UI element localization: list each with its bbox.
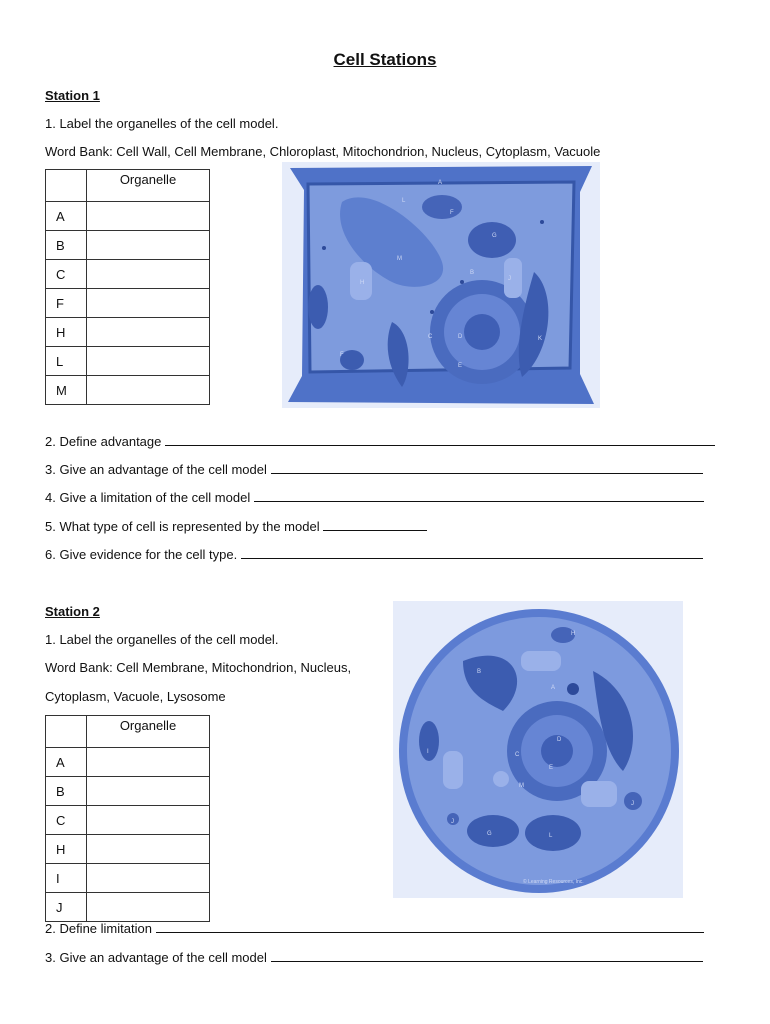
table-row-label: M — [46, 376, 87, 405]
table-row-label: I — [46, 864, 87, 893]
image-label: F — [450, 210, 454, 216]
question-text: 6. Give evidence for the cell type. — [45, 547, 238, 562]
table-row-label: F — [46, 289, 87, 318]
image-label: G — [487, 831, 492, 837]
organelle-answer-cell[interactable] — [87, 806, 210, 835]
station-1-question-2 — [45, 434, 715, 449]
answer-line[interactable] — [271, 462, 703, 474]
station-2-word-bank-line-2: Cytoplasm, Vacuole, Lysosome — [45, 689, 226, 704]
organelle-answer-cell[interactable] — [87, 289, 210, 318]
organelle-answer-cell[interactable] — [87, 231, 210, 260]
organelle-answer-cell[interactable] — [87, 202, 210, 231]
image-label: J — [451, 819, 454, 825]
table-row-label: C — [46, 806, 87, 835]
organelle-answer-cell[interactable] — [87, 318, 210, 347]
station-1-word-bank: Word Bank: Cell Wall, Cell Membrane, Chloroplast, Mitochondrion, Nucleus, Cytoplasm, Vacuole — [45, 144, 601, 159]
image-label: E — [549, 765, 554, 771]
image-label: C — [428, 334, 433, 340]
table-row-label: J — [46, 893, 87, 922]
table-corner — [46, 170, 87, 202]
answer-line[interactable] — [156, 921, 704, 933]
station-1-organelle-table — [45, 169, 210, 405]
station-2-question-3 — [45, 950, 703, 965]
table-row-label: L — [46, 347, 87, 376]
image-label: E — [458, 363, 463, 369]
station-2-organelle-table — [45, 715, 210, 922]
image-label: I — [427, 749, 429, 755]
question-text: 2. Define advantage — [45, 434, 162, 449]
answer-line[interactable] — [254, 490, 704, 502]
station-1-question-1: 1. Label the organelles of the cell model. — [45, 116, 279, 131]
table-row-label: H — [46, 835, 87, 864]
organelle-answer-cell[interactable] — [87, 748, 210, 777]
image-label: A — [438, 180, 443, 186]
table-corner — [46, 716, 87, 748]
organelle-answer-cell[interactable] — [87, 347, 210, 376]
answer-line[interactable] — [241, 547, 703, 559]
answer-line[interactable] — [165, 434, 715, 446]
table-row-label: B — [46, 777, 87, 806]
station-2-question-1: 1. Label the organelles of the cell model. — [45, 632, 279, 647]
station-2-heading: Station 2 — [45, 604, 100, 619]
table-row-label: H — [46, 318, 87, 347]
station-1-heading: Station 1 — [45, 88, 100, 103]
question-text: 5. What type of cell is represented by the model — [45, 519, 320, 534]
station-1-question-6 — [45, 547, 703, 562]
answer-line[interactable] — [271, 950, 703, 962]
image-label: M — [519, 783, 524, 789]
image-credit: © Learning Resources, Inc. — [523, 879, 584, 885]
station-1-question-5 — [45, 519, 427, 534]
station-1-question-4 — [45, 490, 704, 505]
table-row-label: C — [46, 260, 87, 289]
image-label: G — [492, 233, 497, 239]
station-2-question-2 — [45, 921, 704, 936]
answer-line[interactable] — [323, 519, 427, 531]
station-2-word-bank-line-1: Word Bank: Cell Membrane, Mitochondrion, Nucleus, — [45, 660, 352, 675]
table-row-label: A — [46, 202, 87, 231]
image-label: H — [360, 280, 365, 286]
organelle-answer-cell[interactable] — [87, 376, 210, 405]
animal-cell-model-image — [393, 601, 683, 898]
organelle-answer-cell[interactable] — [87, 835, 210, 864]
organelle-answer-cell[interactable] — [87, 893, 210, 922]
table-header-organelle: Organelle — [87, 170, 210, 202]
image-label: B — [470, 270, 475, 276]
image-label: J — [508, 276, 511, 282]
image-label: D — [557, 737, 562, 743]
image-label: C — [515, 752, 520, 758]
organelle-answer-cell[interactable] — [87, 260, 210, 289]
station-1-question-3 — [45, 462, 703, 477]
image-label: D — [458, 334, 463, 340]
image-label: F — [340, 352, 344, 358]
page-title: Cell Stations — [333, 50, 437, 69]
organelle-answer-cell[interactable] — [87, 864, 210, 893]
image-label: J — [631, 801, 634, 807]
plant-cell-model-image — [282, 162, 600, 408]
image-label: A — [551, 685, 556, 691]
table-header-organelle: Organelle — [87, 716, 210, 748]
image-label: L — [549, 833, 553, 839]
question-text: 2. Define limitation — [45, 921, 152, 936]
image-label: L — [402, 198, 406, 204]
question-text: 3. Give an advantage of the cell model — [45, 462, 267, 477]
image-label: K — [538, 336, 543, 342]
question-text: 4. Give a limitation of the cell model — [45, 490, 251, 505]
image-label: H — [571, 631, 576, 637]
organelle-answer-cell[interactable] — [87, 777, 210, 806]
image-label: B — [477, 669, 482, 675]
table-row-label: A — [46, 748, 87, 777]
image-label: M — [397, 256, 402, 262]
question-text: 3. Give an advantage of the cell model — [45, 950, 267, 965]
table-row-label: B — [46, 231, 87, 260]
